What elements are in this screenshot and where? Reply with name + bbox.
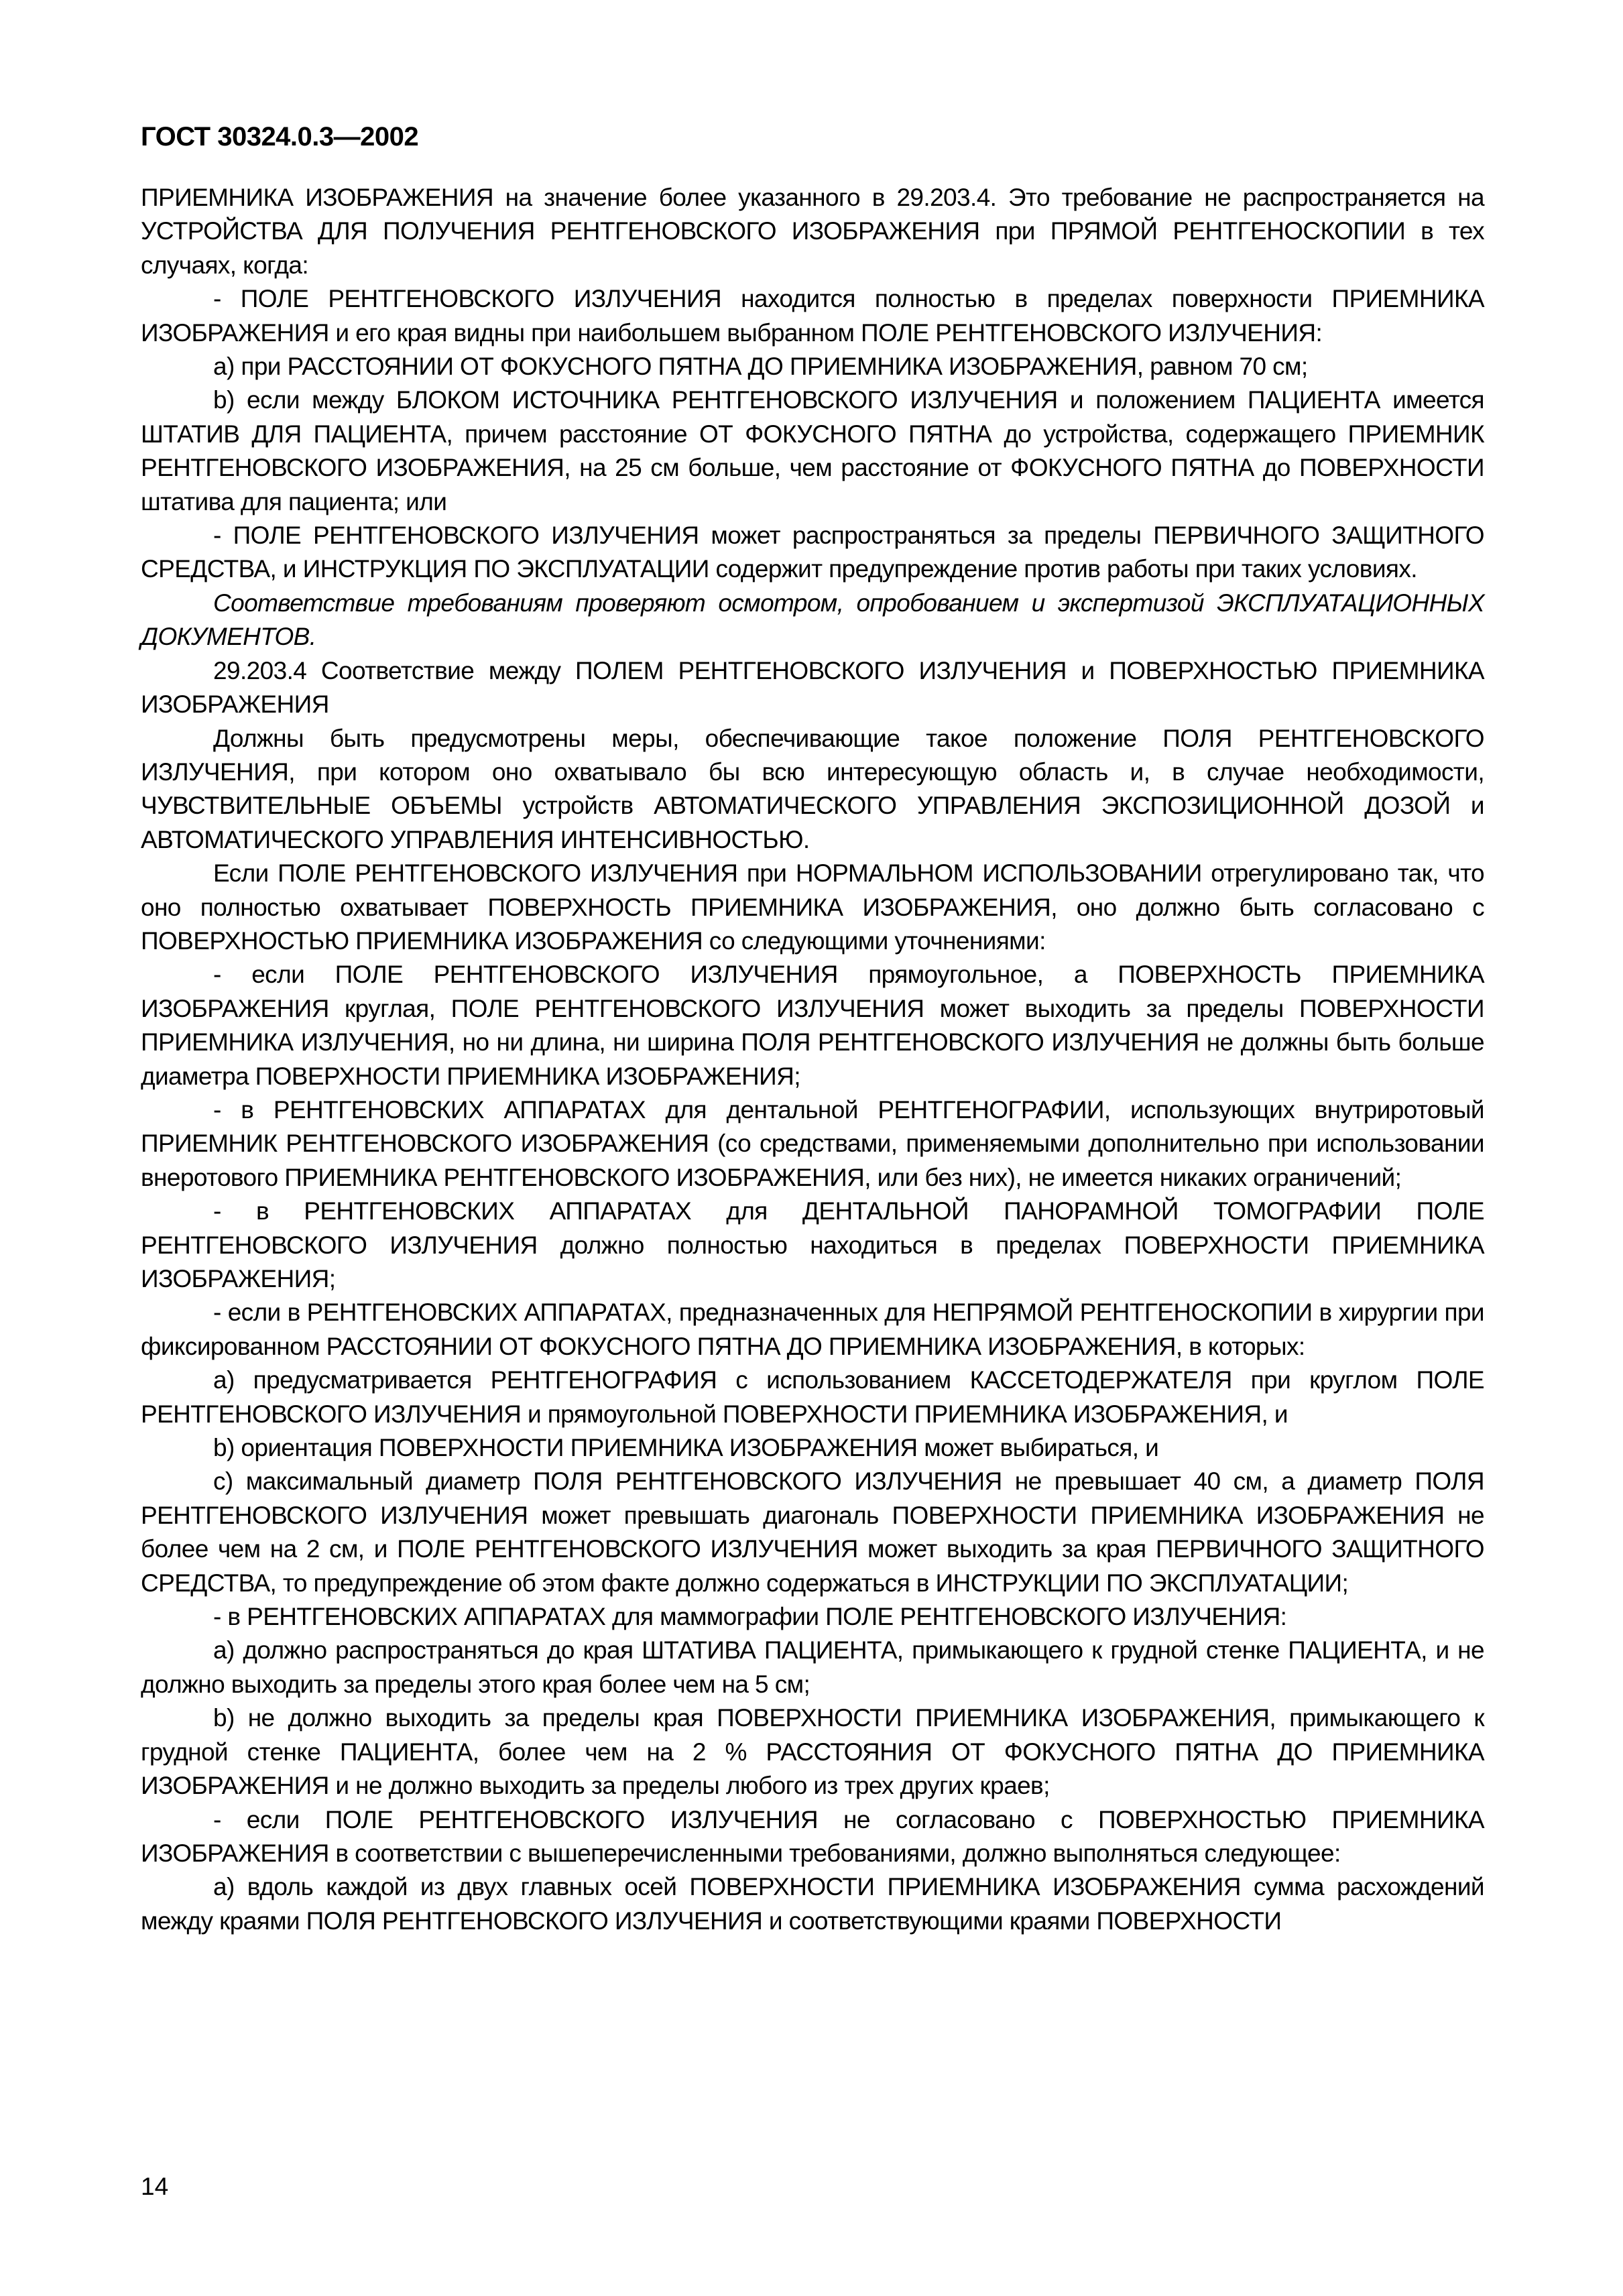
paragraph-dash-item: - если ПОЛЕ РЕНТГЕНОВСКОГО ИЗЛУЧЕНИЯ прямоугольное, а ПОВЕРХНОСТЬ ПРИЕМНИКА ИЗОБРАЖЕНИЯ круглая, ПОЛЕ РЕНТГЕНОВСКОГО ИЗЛУЧЕНИЯ может выходить за пределы ПОВЕРХНОСТИ ПРИЕМНИКА ИЗЛУЧЕНИЯ, но ни длина, ни ширина ПОЛЯ РЕНТГЕНОВСКОГО ИЗЛУЧЕНИЯ не должны быть больше диаметра ПОВЕРХНОСТИ ПРИЕМНИКА ИЗОБРАЖЕНИЯ; [141, 961, 1484, 1090]
section-heading-29-203-4: 29.203.4 Соответствие между ПОЛЕМ РЕНТГЕНОВСКОГО ИЗЛУЧЕНИЯ и ПОВЕРХНОСТЬЮ ПРИЕМНИКА ИЗОБРАЖЕНИЯ [141, 656, 1484, 719]
paragraph-list-item: b) ориентация ПОВЕРХНОСТИ ПРИЕМНИКА ИЗОБРАЖЕНИЯ может выбираться, и [213, 1434, 1159, 1462]
paragraph-text: Если ПОЛЕ РЕНТГЕНОВСКОГО ИЗЛУЧЕНИЯ при НОРМАЛЬНОМ ИСПОЛЬЗОВАНИИ отрегулировано так, что оно полностью охватывает ПОВЕРХНОСТЬ ПРИЕМНИКА ИЗОБРАЖЕНИЯ, оно должно быть согласовано с ПОВЕРХНОСТЬЮ ПРИЕМНИКА ИЗОБРАЖЕНИЯ со следующими уточнениями: [141, 859, 1484, 955]
paragraph-dash-item: - если в РЕНТГЕНОВСКИХ АППАРАТАХ, предназначенных для НЕПРЯМОЙ РЕНТГЕНОСКОПИИ в хирургии при фиксированном РАССТОЯНИИ ОТ ФОКУСНОГО ПЯТНА ДО ПРИЕМНИКА ИЗОБРАЖЕНИЯ, в которых: [141, 1298, 1484, 1360]
paragraph-list-item: a) должно распространяться до края ШТАТИВА ПАЦИЕНТА, примыкающего к грудной стенке ПАЦИЕНТА, и не должно выходить за пределы этого края более чем на 5 см; [141, 1636, 1484, 1698]
paragraph-list-item: a) предусматривается РЕНТГЕНОГРАФИЯ с использованием КАССЕТОДЕРЖАТЕЛЯ при круглом ПОЛЕ РЕНТГЕНОВСКОГО ИЗЛУЧЕНИЯ и прямоугольной ПОВЕРХНОСТИ ПРИЕМНИКА ИЗОБРАЖЕНИЯ, и [141, 1366, 1484, 1428]
paragraph-dash-item: - ПОЛЕ РЕНТГЕНОВСКОГО ИЗЛУЧЕНИЯ может распространяться за пределы ПЕРВИЧНОГО ЗАЩИТНОГО СРЕДСТВА, и ИНСТРУКЦИЯ ПО ЭКСПЛУАТАЦИИ содержит предупреждение против работы при таких условиях. [141, 522, 1484, 583]
paragraph-list-item: b) если между БЛОКОМ ИСТОЧНИКА РЕНТГЕНОВСКОГО ИЗЛУЧЕНИЯ и положением ПАЦИЕНТА имеется ШТАТИВ ДЛЯ ПАЦИЕНТА, причем расстояние ОТ ФОКУСНОГО ПЯТНА до устройства, содержащего ПРИЕМНИК РЕНТГЕНОВСКОГО ИЗОБРАЖЕНИЯ, на 25 см больше, чем расстояние от ФОКУСНОГО ПЯТНА до ПОВЕРХНОСТИ штатива для пациента; или [141, 386, 1484, 516]
paragraph-dash-item: - если ПОЛЕ РЕНТГЕНОВСКОГО ИЗЛУЧЕНИЯ не согласовано с ПОВЕРХНОСТЬЮ ПРИЕМНИКА ИЗОБРАЖЕНИЯ в соответствии с вышеперечисленными требованиями, должно выполняться следующее: [141, 1805, 1484, 1867]
paragraph-continuation: ПРИЕМНИКА ИЗОБРАЖЕНИЯ на значение более указанного в 29.203.4. Это требование не распространяется на УСТРОЙСТВА ДЛЯ ПОЛУЧЕНИЯ РЕНТГЕНОВСКОГО ИЗОБРАЖЕНИЯ при ПРЯМОЙ РЕНТГЕНОСКОПИИ в тех случаях, когда: [141, 184, 1484, 279]
document-page [141, 121, 1484, 1938]
paragraph-list-item: a) вдоль каждой из двух главных осей ПОВЕРХНОСТИ ПРИЕМНИКА ИЗОБРАЖЕНИЯ сумма расхождений между краями ПОЛЯ РЕНТГЕНОВСКОГО ИЗЛУЧЕНИЯ и соответствующими краями ПОВЕРХНОСТИ [141, 1873, 1484, 1935]
page-number: 14 [141, 2173, 169, 2200]
paragraph-dash-item: - в РЕНТГЕНОВСКИХ АППАРАТАХ для маммографии ПОЛЕ РЕНТГЕНОВСКОГО ИЗЛУЧЕНИЯ: [213, 1603, 1287, 1631]
paragraph-dash-item: - в РЕНТГЕНОВСКИХ АППАРАТАХ для дентальной РЕНТГЕНОГРАФИИ, использующих внутриротовый ПРИЕМНИК РЕНТГЕНОВСКОГО ИЗОБРАЖЕНИЯ (со средствами, применяемыми дополнительно при использовании внеротового ПРИЕМНИКА РЕНТГЕНОВСКОГО ИЗОБРАЖЕНИЯ, или без них), не имеется никаких ограничений; [141, 1095, 1484, 1191]
paragraph-compliance-note: Соответствие требованиям проверяют осмотром, опробованием и экспертизой ЭКСПЛУАТАЦИОННЫХ ДОКУМЕНТОВ. [141, 589, 1484, 651]
paragraph-list-item: c) максимальный диаметр ПОЛЯ РЕНТГЕНОВСКОГО ИЗЛУЧЕНИЯ не превышает 40 см, а диаметр ПОЛЯ РЕНТГЕНОВСКОГО ИЗЛУЧЕНИЯ может превышать диагональ ПОВЕРХНОСТИ ПРИЕМНИКА ИЗОБРАЖЕНИЯ не более чем на 2 см, и ПОЛЕ РЕНТГЕНОВСКОГО ИЗЛУЧЕНИЯ может выходить за края ПЕРВИЧНОГО ЗАЩИТНОГО СРЕДСТВА, то предупреждение об этом факте должно содержаться в ИНСТРУКЦИИ ПО ЭКСПЛУАТАЦИИ; [141, 1467, 1484, 1597]
document-body [141, 181, 1484, 1938]
paragraph-dash-item: - в РЕНТГЕНОВСКИХ АППАРАТАХ для ДЕНТАЛЬНОЙ ПАНОРАМНОЙ ТОМОГРАФИИ ПОЛЕ РЕНТГЕНОВСКОГО ИЗЛУЧЕНИЯ должно полностью находиться в пределах ПОВЕРХНОСТИ ПРИЕМНИКА ИЗОБРАЖЕНИЯ; [141, 1197, 1484, 1292]
paragraph-dash-item: - ПОЛЕ РЕНТГЕНОВСКОГО ИЗЛУЧЕНИЯ находится полностью в пределах поверхности ПРИЕМНИКА ИЗОБРАЖЕНИЯ и его края видны при наибольшем выбранном ПОЛЕ РЕНТГЕНОВСКОГО ИЗЛУЧЕНИЯ: [141, 285, 1484, 347]
standard-header: ГОСТ 30324.0.3—2002 [141, 122, 419, 152]
paragraph-text: Должны быть предусмотрены меры, обеспечивающие такое положение ПОЛЯ РЕНТГЕНОВСКОГО ИЗЛУЧЕНИЯ, при котором оно охватывало бы всю интересующую область и, в случае необходимости, ЧУВСТВИТЕЛЬНЫЕ ОБЪЕМЫ устройств АВТОМАТИЧЕСКОГО УПРАВЛЕНИЯ ЭКСПОЗИЦИОННОЙ ДОЗОЙ и АВТОМАТИЧЕСКОГО УПРАВЛЕНИЯ ИНТЕНСИВНОСТЬЮ. [141, 724, 1484, 853]
paragraph-list-item: b) не должно выходить за пределы края ПОВЕРХНОСТИ ПРИЕМНИКА ИЗОБРАЖЕНИЯ, примыкающего к грудной стенке ПАЦИЕНТА, более чем на 2 % РАССТОЯНИЯ ОТ ФОКУСНОГО ПЯТНА ДО ПРИЕМНИКА ИЗОБРАЖЕНИЯ и не должно выходить за пределы любого из трех других краев; [141, 1704, 1484, 1800]
paragraph-list-item: a) при РАССТОЯНИИ ОТ ФОКУСНОГО ПЯТНА ДО ПРИЕМНИКА ИЗОБРАЖЕНИЯ, равном 70 см; [213, 353, 1308, 381]
